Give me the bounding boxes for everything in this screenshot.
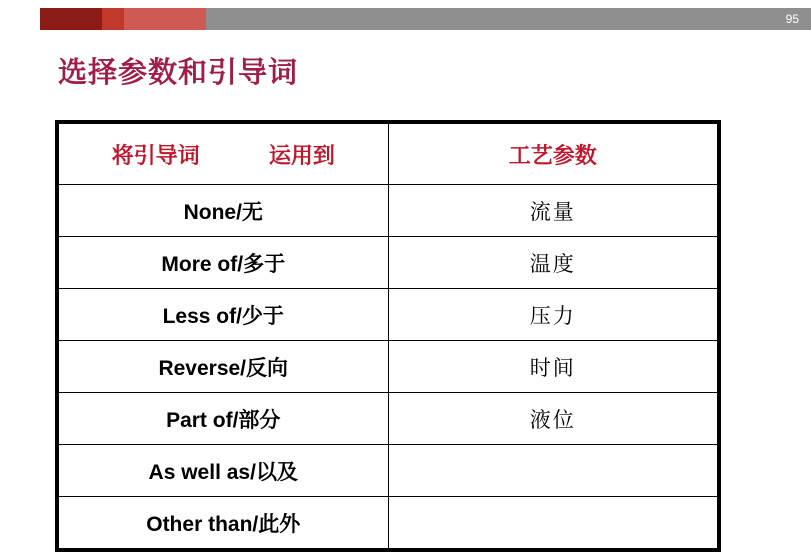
guideword-en: Reverse/ bbox=[158, 356, 247, 380]
cell-parameter: 时间 bbox=[388, 341, 718, 393]
cell-guideword bbox=[59, 185, 389, 237]
header-label-applied-to: 运用到 bbox=[268, 142, 335, 169]
header-label-guideword: 将引导词 bbox=[111, 142, 200, 169]
cell-guideword bbox=[59, 393, 389, 445]
guideword-cn: 以及 bbox=[255, 458, 298, 484]
guideword-en: Part of/ bbox=[166, 408, 239, 432]
cell-guideword bbox=[59, 497, 389, 549]
guideword-en: Less of/ bbox=[162, 304, 242, 328]
table-header-cell-parameters bbox=[388, 124, 718, 185]
guideword-table bbox=[55, 120, 721, 552]
cell-parameter: 液位 bbox=[388, 393, 718, 445]
guideword-cn: 部分 bbox=[238, 406, 281, 432]
topbar-segment-dark-red bbox=[40, 8, 102, 30]
guideword-cn: 反向 bbox=[246, 354, 289, 380]
page-number: 95 bbox=[785, 12, 799, 26]
guideword-en: As well as/ bbox=[148, 460, 256, 484]
guideword-cn: 少于 bbox=[241, 302, 284, 328]
cell-parameter: 流量 bbox=[388, 185, 718, 237]
cell-guideword bbox=[59, 289, 389, 341]
table-row bbox=[59, 445, 718, 497]
cell-parameter bbox=[388, 497, 718, 549]
table-row bbox=[59, 497, 718, 549]
cell-parameter: 压力 bbox=[388, 289, 718, 341]
cell-guideword bbox=[59, 341, 389, 393]
header-label-process-parameter: 工艺参数 bbox=[508, 142, 597, 169]
guideword-cn: 此外 bbox=[258, 510, 301, 536]
cell-parameter bbox=[388, 445, 718, 497]
guideword-en: More of/ bbox=[161, 252, 244, 276]
table-row bbox=[59, 185, 718, 237]
guideword-cn: 无 bbox=[241, 198, 263, 224]
guideword-en: None/ bbox=[183, 200, 242, 224]
cell-parameter: 温度 bbox=[388, 237, 718, 289]
table-header-cell-guidewords bbox=[59, 124, 389, 185]
topbar-segment-light-red bbox=[124, 8, 206, 30]
topbar-segment-mid-red bbox=[102, 8, 124, 30]
table-row bbox=[59, 289, 718, 341]
topbar-segment-gray bbox=[206, 8, 811, 30]
table-header-row bbox=[59, 124, 718, 185]
guideword-en: Other than/ bbox=[146, 512, 259, 536]
decorative-top-bar bbox=[40, 8, 811, 30]
page-title: 选择参数和引导词 bbox=[58, 55, 299, 89]
table-row bbox=[59, 237, 718, 289]
cell-guideword bbox=[59, 445, 389, 497]
table-row bbox=[59, 341, 718, 393]
cell-guideword bbox=[59, 237, 389, 289]
guideword-cn: 多于 bbox=[243, 250, 286, 276]
table-row bbox=[59, 393, 718, 445]
